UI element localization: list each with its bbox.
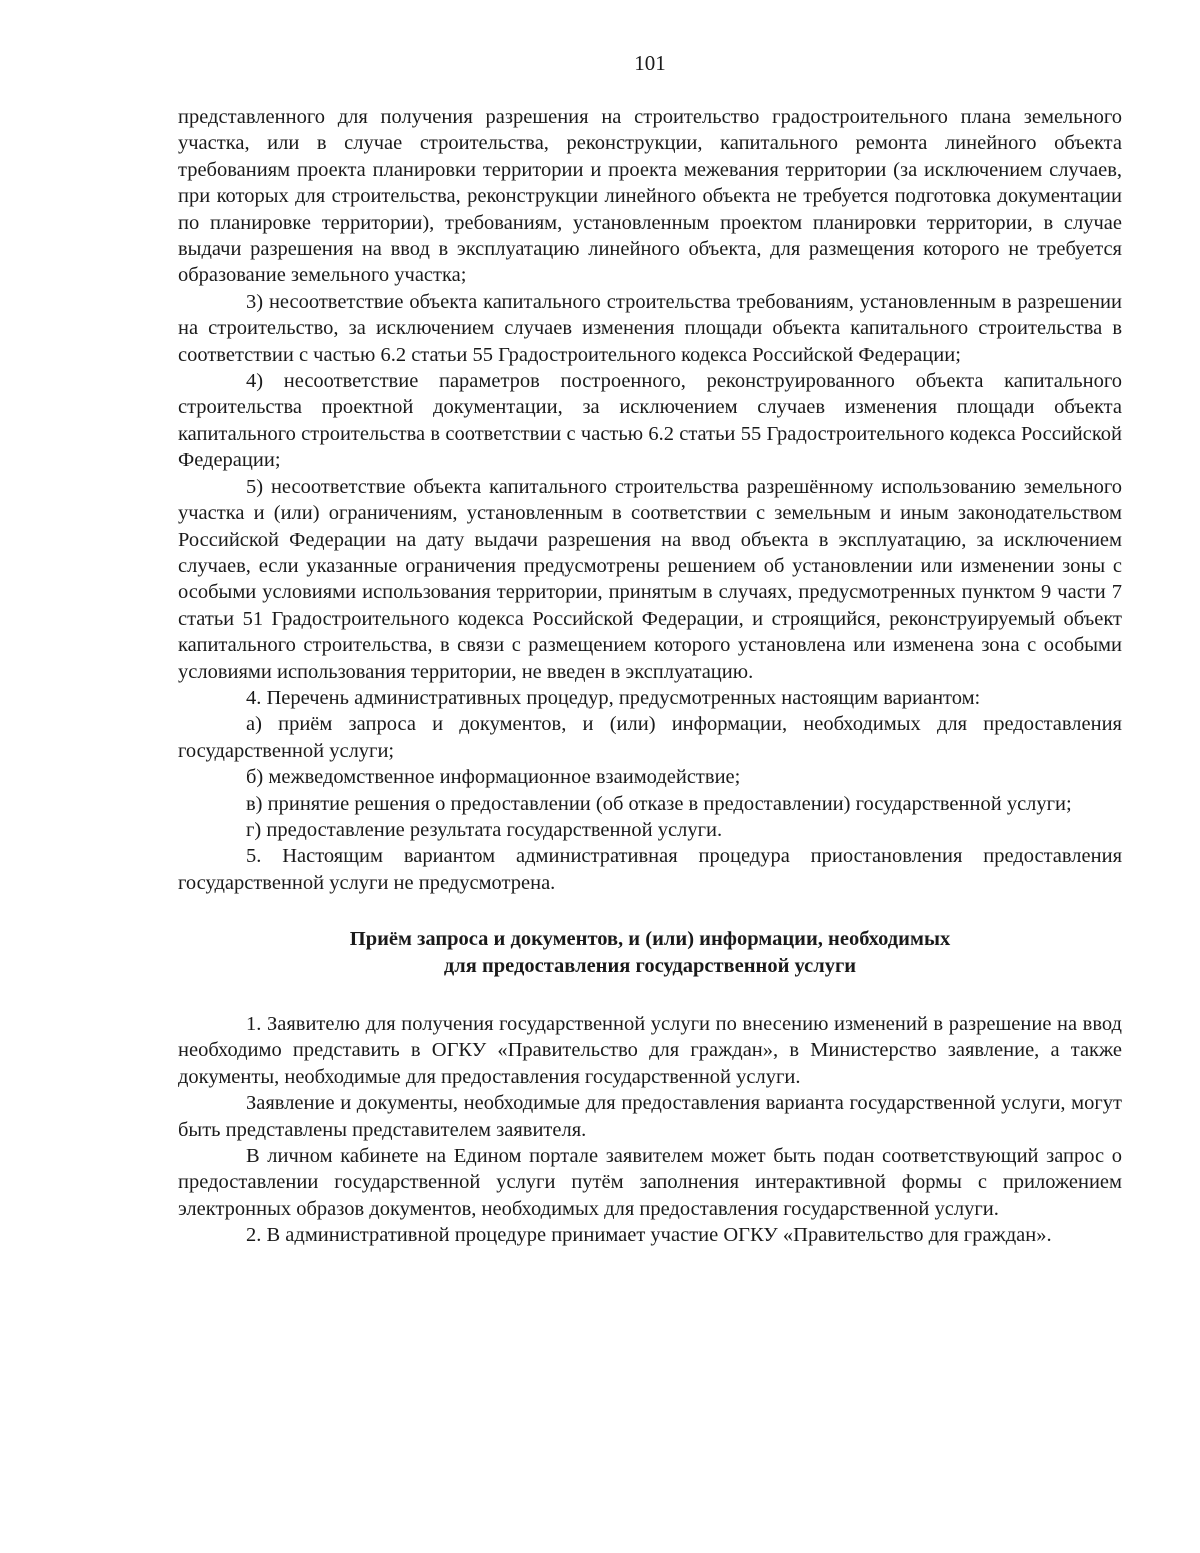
paragraph: 1. Заявителю для получения государственной услуги по внесению изменений в разрешение на ввод необходимо представить в ОГКУ «Правительство для граждан», в Министерство заявление, а также документы, необходимые для предоставления государственной услуги. — [178, 1013, 1122, 1088]
paragraph: 4. Перечень административных процедур, предусмотренных настоящим вариантом: — [246, 686, 981, 709]
paragraph: 4) несоответствие параметров построенного, реконструированного объекта капитального строительства проектной документации, за исключением случаев изменения площади объекта капитального строительства в соответствии с частью 6.2 статьи 55 Градостроительного кодекса Российской Федерации; — [178, 370, 1122, 472]
paragraph: 2. В административной процедуре принимает участие ОГКУ «Правительство для граждан». — [246, 1224, 1052, 1247]
section-top — [178, 104, 1122, 896]
section-heading-line: для предоставления государственной услуги — [443, 954, 857, 977]
paragraph: г) предоставление результата государственной услуги. — [246, 818, 723, 841]
paragraph: а) приём запроса и документов, и (или) информации, необходимых для предоставления государственной услуги; — [178, 713, 1122, 762]
paragraph: представленного для получения разрешения на строительство градостроительного плана земельного участка, или в случае строительства, реконструкции, капитального ремонта линейного объекта требованиям проекта планировки территории и проекта межевания территории (за исключением случаев, при которых для строительства, реконструкции линейного объекта не требуется подготовка документации по планировке территории), требованиям, установленным проектом планировки территории, в случае выдачи разрешения на ввод в эксплуатацию линейного объекта, для размещения которого не требуется образование земельного участка; — [178, 106, 1122, 287]
paragraph: Заявление и документы, необходимые для предоставления варианта государственной услуги, могут быть представлены представителем заявителя. — [178, 1092, 1122, 1141]
section-heading — [178, 926, 1122, 979]
paragraph: 5. Настоящим вариантом административная процедура приостановления предоставления государственной услуги не предусмотрена. — [178, 845, 1122, 894]
page-number: 101 — [634, 51, 666, 75]
section-bottom — [178, 1011, 1122, 1249]
paragraph: В личном кабинете на Едином портале заявителем может быть подан соответствующий запрос о предоставлении государственной услуги путём заполнения интерактивной формы с приложением электронных образов документов, необходимых для предоставления государственной услуги. — [178, 1145, 1122, 1220]
paragraph: б) межведомственное информационное взаимодействие; — [246, 766, 741, 789]
paragraph: в) принятие решения о предоставлении (об отказе в предоставлении) государственной услуги; — [246, 792, 1072, 815]
paragraph: 5) несоответствие объекта капитального строительства разрешённому использованию земельного участка и (или) ограничениям, установленным в соответствии с земельным и иным законодательством Российской Федерации на дату выдачи разрешения на ввод объекта в эксплуатацию, за исключением случаев, если указанные ограничения предусмотрены решением об установлении или изменении зоны с особыми условиями использования территории, принятым в случаях, предусмотренных пунктом 9 части 7 статьи 51 Градостроительного кодекса Российской Федерации, и строящийся, реконструируемый объект капитального строительства, в связи с размещением которого установлена или изменена зона с особыми условиями использования территории, не введен в эксплуатацию. — [178, 475, 1122, 683]
paragraph: 3) несоответствие объекта капитального строительства требованиям, установленным в разрешении на строительство, за исключением случаев изменения площади объекта капитального строительства в соответствии с частью 6.2 статьи 55 Градостроительного кодекса Российской Федерации; — [178, 290, 1122, 366]
section-heading-line: Приём запроса и документов, и (или) информации, необходимых — [349, 928, 951, 951]
